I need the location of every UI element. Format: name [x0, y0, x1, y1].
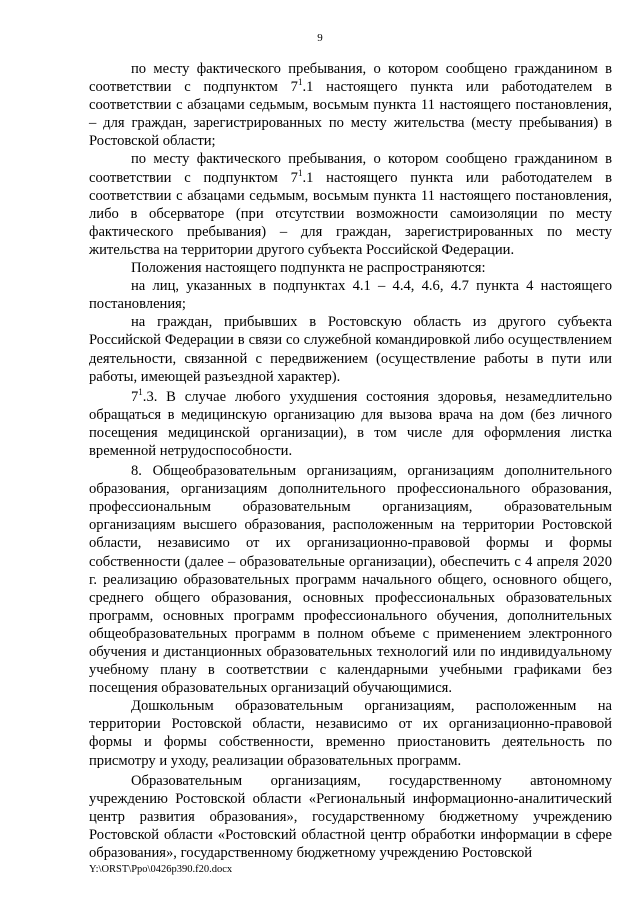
paragraph-health-deterioration: $7^1.3$. В случае любого ухудшения состояния здоровья, незамедлительно обращаться в медицинскую организацию для вызова врача на дом (без личного посещения медицинской организации), в том числе для оформления листка временной нетрудоспособности. [89, 386, 612, 459]
page-number: 9 [317, 32, 323, 44]
paragraph-exception-persons: на лиц, указанных в подпунктах 4.1 – 4.4, 4.6, 4.7 пункта 4 настоящего постановления; [89, 278, 612, 313]
paragraph-educational-organizations: 8. Общеобразовательным организациям, организациям дополнительного образования, организациям дополнительного профессионального образования, профессиональным образовательным организациям, образовательным организациям высшего образования, расположенным на территории Ростовской области, независимо от их организационно-правовой формы и формы собственности (далее – образовательные организации), обеспечить с 4 апреля 2020 г. реализацию образовательных программ начального общего, основного общего, среднего общего образования, основных профессиональных образовательных программ, основных программ профессионального обучения, дополнительных общеобразовательных программ в полном объеме с применением электронного обучения и дистанционных образовательных технологий или по индивидуальному учебному плану в соответствии с календарными учебными графиками без посещения образовательных организаций обучающимися. [89, 463, 612, 697]
paragraph-institutions: Образовательным организациям, государственному автономному учреждению Ростовской области «Региональный информационно-аналитический центр развития образования», государственному бюджетному учреждению Ростовской области «Ростовский областной центр обработки информации в сфере образования», государственному бюджетному учреждению Ростовской [89, 772, 612, 862]
paragraph-residence-other-region: по месту фактического пребывания, о котором сообщено гражданином в соответствии с подпунктом $7^1.1$ настоящего пункта или работодателем в соответствии с абзацами седьмым, восьмым пункта 11 настоящего постановления, либо в обсерваторе (при отсутствии возможности самоизоляции по месту фактического пребывания) – для граждан, зарегистрированных по месту жительства на территории другого субъекта Российской Федерации. [89, 151, 613, 258]
superscript-one: 1 [297, 167, 303, 178]
paragraph-residence-rostov: по месту фактического пребывания, о котором сообщено гражданином в соответствии с подпунктом $7^1.1$ настоящего пункта или работодателем в соответствии с абзацами седьмым, восьмым пункта 11 настоящего постановления, – для граждан, зарегистрированных по месту жительства (месту пребывания) в Ростовской области; [89, 61, 613, 150]
superscript-one: 1 [297, 77, 303, 88]
superscript-one: 1 [138, 386, 143, 397]
paragraph-exception-business-trip: на граждан, прибывших в Ростовскую область из другого субъекта Российской Федерации в связи со служебной командировкой либо осуществлением деятельности, связанной с передвижением (осуществление работы в пути или работы, имеющей разъездной характер). [89, 314, 612, 385]
file-path-footer: Y:\ORST\Ppo\0426p390.f20.docx [89, 864, 233, 875]
paragraph-preschool-organizations: Дошкольным образовательным организациям, расположенным на территории Ростовской области, независимо от их организационно-правовой формы и формы собственности, временно приостановить деятельность по присмотру и уходу, реализации образовательных программ. [89, 698, 612, 769]
paragraph-exceptions-intro: Положения настоящего подпункта не распространяются: [131, 260, 486, 277]
document-body [89, 60, 612, 862]
